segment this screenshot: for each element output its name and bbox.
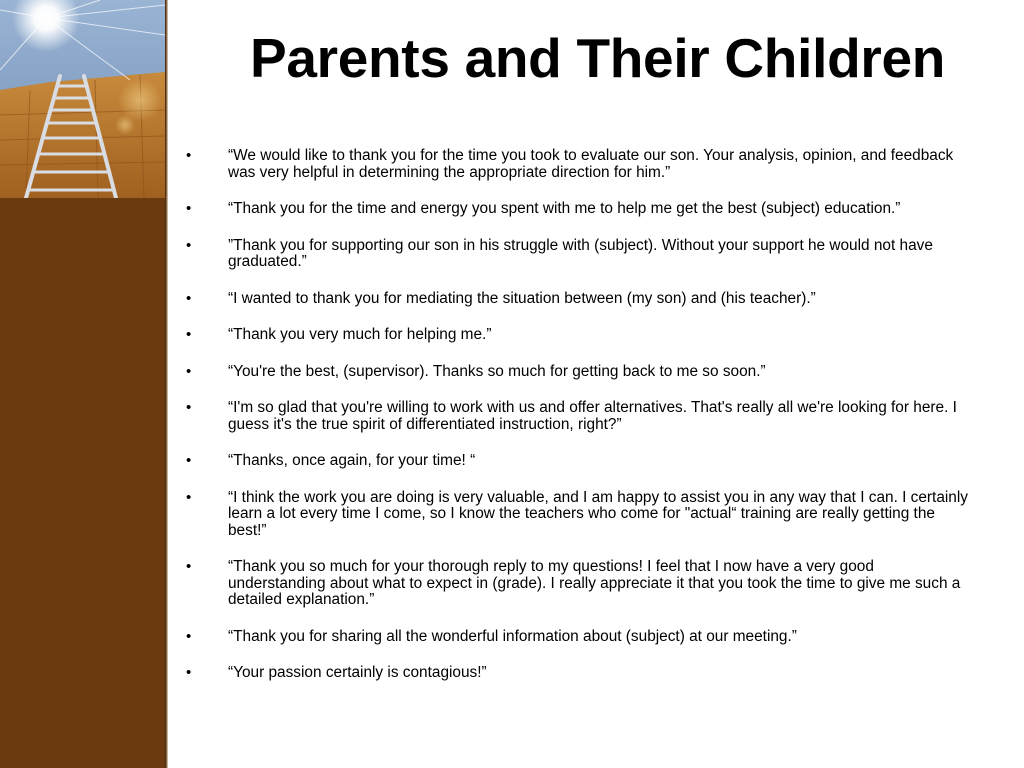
quote-item <box>186 490 970 540</box>
quote-text: “Thank you very much for helping me.” <box>228 326 492 343</box>
bullet-icon: • <box>186 558 192 575</box>
quote-item <box>186 364 970 381</box>
slide-title: Parents and Their Children <box>249 27 946 89</box>
bullet-icon: • <box>186 452 192 469</box>
bullet-icon: • <box>186 664 192 681</box>
bullet-icon: • <box>186 147 192 164</box>
quote-item <box>186 453 970 470</box>
bullet-icon: • <box>186 627 192 645</box>
quote-text: “Thank you for sharing all the wonderful information about (subject) at our meeting.” <box>228 627 797 645</box>
quote-item <box>186 665 970 682</box>
quote-item <box>186 629 970 646</box>
bullet-icon: • <box>186 289 192 307</box>
quote-item <box>186 238 970 271</box>
quote-text: “You're the best, (supervisor). Thanks so much for getting back to me so soon.” <box>228 362 766 380</box>
bullet-icon: • <box>186 326 192 343</box>
quote-item <box>186 327 970 344</box>
quote-text: “Thanks, once again, for your time! “ <box>228 452 476 469</box>
quote-text: “I'm so glad that you're willing to work with us and offer alternatives. That's really all we're looking for here. I guess it's the true spirit of differentiated instruction, right?” <box>228 399 957 433</box>
quote-text: ”Thank you for supporting our son in his struggle with (subject). Without your support he would not have graduated.” <box>228 236 933 270</box>
quote-text: “I wanted to thank you for mediating the situation between (my son) and (his teacher).” <box>228 289 816 307</box>
quote-text: “I think the work you are doing is very valuable, and I am happy to assist you in any way that I can. I certainly learn a lot every time I come, so I know the teachers who come for "actual“ training are really getting the best!” <box>228 488 968 539</box>
quote-text: “Your passion certainly is contagious!” <box>228 664 487 681</box>
quote-list <box>186 148 970 702</box>
bullet-icon: • <box>186 362 192 380</box>
sidebar-panel <box>0 0 165 768</box>
quote-text: “We would like to thank you for the time you took to evaluate our son. Your analysis, opinion, and feedback was very helpful in determining the appropriate direction for him.” <box>228 147 954 181</box>
bullet-icon: • <box>186 236 192 254</box>
quote-item <box>186 201 970 218</box>
sidebar-divider <box>165 0 168 768</box>
bullet-icon: • <box>186 488 192 506</box>
quote-item <box>186 148 970 181</box>
quote-item <box>186 400 970 433</box>
ladder-to-sun-image <box>0 0 165 198</box>
quote-text: “Thank you so much for your thorough reply to my questions! I feel that I now have a very good understanding about what to expect in (grade). I really appreciate it that you took the time to give me such a detailed explanation.” <box>228 558 961 608</box>
quote-text: “Thank you for the time and energy you spent with me to help me get the best (subject) education.” <box>228 200 901 217</box>
quote-item <box>186 291 970 308</box>
bullet-icon: • <box>186 399 192 416</box>
quote-item <box>186 559 970 609</box>
bullet-icon: • <box>186 200 192 217</box>
